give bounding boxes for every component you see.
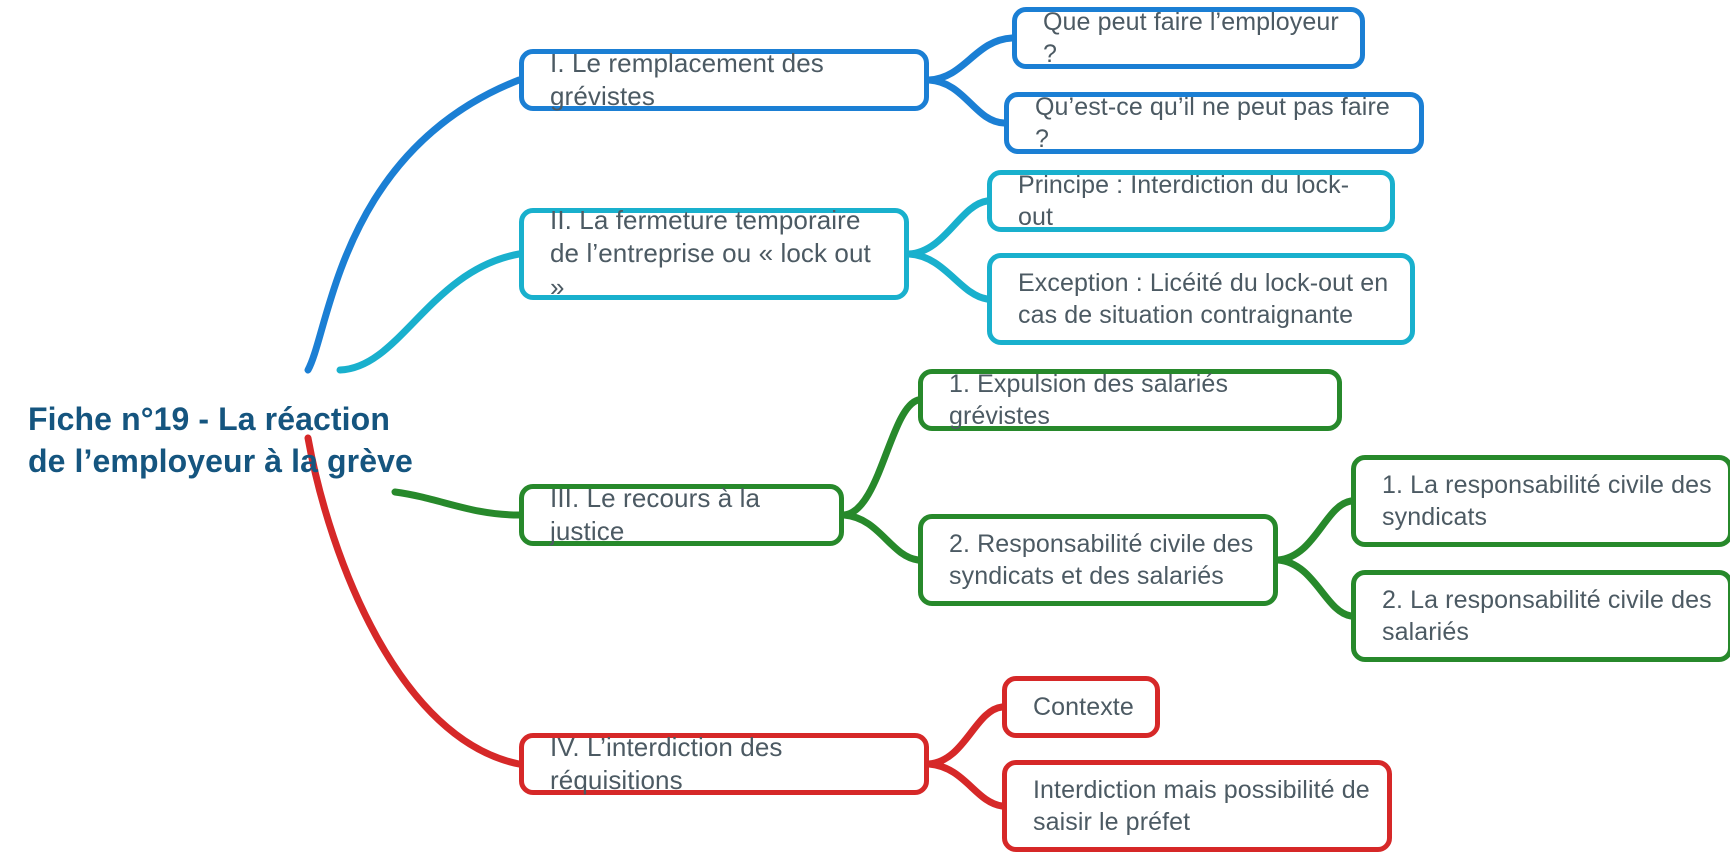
mindmap-edge	[929, 80, 1004, 123]
mindmap-edge	[308, 438, 519, 764]
mindmap-node-label: 1. Expulsion des salariés grévistes	[949, 370, 1229, 430]
mindmap-node[interactable]	[1351, 455, 1730, 547]
mindmap-node[interactable]	[1351, 570, 1730, 662]
mindmap-node-label: Interdiction mais possibilité de saisir le préfet	[1033, 776, 1370, 836]
mindmap-node[interactable]	[1012, 7, 1365, 69]
mindmap-node-label: Exception : Licéité du lock-out en cas de situation contraignante	[1018, 269, 1389, 329]
mindmap-node[interactable]	[918, 514, 1278, 606]
mindmap-edge	[929, 764, 1002, 806]
mindmap-node-label: 2. La responsabilité civile des salariés	[1382, 586, 1712, 646]
mindmap-node-label: III. Le recours à la justice	[550, 482, 761, 546]
mindmap-node-label: Qu’est-ce qu’il ne peut pas faire ?	[1035, 93, 1390, 153]
mindmap-node-label: I. Le remplacement des grévistes	[550, 47, 824, 111]
mindmap-node[interactable]	[918, 369, 1342, 431]
mindmap-node[interactable]	[519, 484, 844, 546]
root-node-label: Fiche n°19 - La réaction de l’employeur à la grève	[28, 401, 413, 480]
mindmap-edge	[844, 400, 918, 515]
mindmap-node[interactable]	[1002, 676, 1160, 738]
mindmap-edge	[844, 515, 918, 560]
mindmap-node[interactable]	[1002, 760, 1392, 852]
mindmap-edge	[308, 80, 519, 370]
mindmap-edge	[340, 254, 519, 370]
mindmap-node[interactable]	[1004, 92, 1424, 154]
mindmap-node[interactable]	[987, 253, 1415, 345]
mindmap-edge	[909, 201, 987, 254]
mindmap-node[interactable]	[519, 733, 929, 795]
mindmap-node-label: IV. L’interdiction des réquisitions	[550, 731, 783, 795]
mindmap-node[interactable]	[519, 205, 909, 302]
mindmap-edge	[909, 254, 987, 299]
mindmap-node[interactable]	[987, 170, 1395, 232]
mindmap-node[interactable]	[519, 49, 929, 111]
mindmap-node-label: Principe : Interdiction du lock-out	[1018, 171, 1350, 231]
mindmap-edge	[395, 492, 519, 515]
mindmap-edge	[1278, 560, 1351, 616]
mindmap-node-label: II. La fermeture temporaire de l’entreprise ou « lock out »	[550, 205, 871, 302]
mindmap-node-label: Que peut faire l’employeur ?	[1043, 8, 1339, 68]
mindmap-edge	[929, 707, 1002, 764]
mindmap-node-label: Contexte	[1033, 693, 1134, 721]
mindmap-edge	[929, 38, 1012, 80]
mindmap-edge	[1278, 501, 1351, 560]
mindmap-node-label: 2. Responsabilité civile des syndicats et des salariés	[949, 530, 1254, 590]
mindmap-node-label: 1. La responsabilité civile des syndicats	[1382, 471, 1712, 531]
